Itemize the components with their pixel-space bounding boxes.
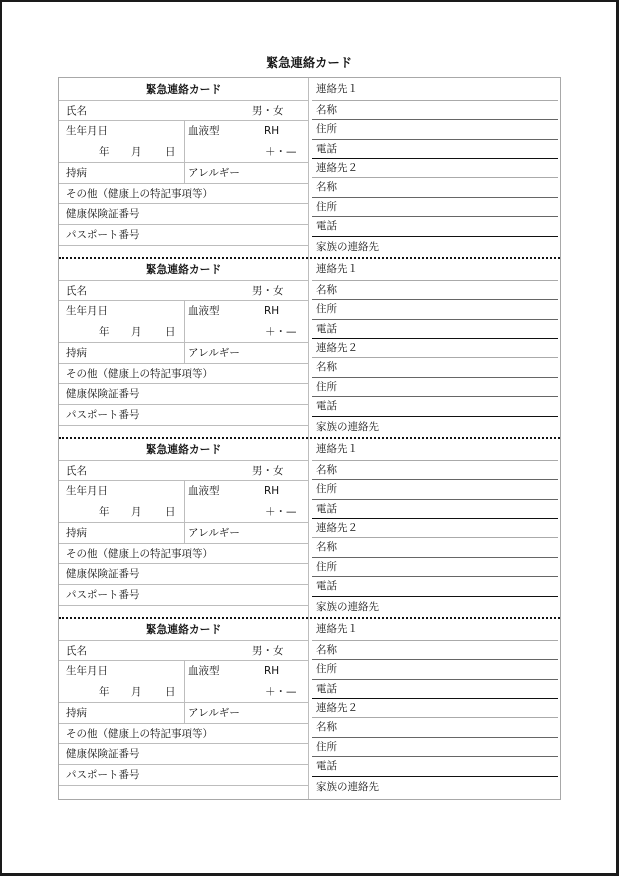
card-title: 緊急連絡カード — [59, 258, 308, 281]
rh-label: RH — [264, 305, 280, 317]
contact-2-phone-label: 電話 — [312, 757, 558, 777]
allergy-cell — [185, 523, 308, 543]
contact-1-name-label: 名称 — [312, 461, 558, 480]
contacts-panel — [312, 258, 558, 438]
blood-type-cell — [185, 301, 308, 342]
contact-1-address-label: 住所 — [312, 300, 558, 320]
family-contact-label: 家族の連絡先 — [316, 241, 379, 253]
allergy-label: アレルギー — [188, 707, 240, 719]
chronic-illness-label: 持病 — [66, 707, 87, 719]
blood-type-label: 血液型 — [188, 665, 220, 677]
contact-1-heading: 連絡先１ — [312, 438, 558, 461]
blood-type-label: 血液型 — [188, 485, 220, 497]
contact-1-heading: 連絡先１ — [312, 618, 558, 641]
chronic-illness-cell — [59, 343, 185, 363]
passport-label: パスポート番号 — [66, 769, 140, 781]
contact-1-phone-label: 電話 — [312, 320, 558, 339]
birthdate-blood-row — [59, 301, 308, 343]
emergency-card — [59, 258, 560, 438]
birthdate-cell — [59, 481, 185, 522]
personal-info-panel — [59, 258, 309, 438]
birthdate-blood-row — [59, 481, 308, 523]
family-contact-label: 家族の連絡先 — [316, 781, 379, 793]
passport-label: パスポート番号 — [66, 229, 140, 241]
chronic-allergy-row — [59, 343, 308, 364]
contacts-panel — [312, 438, 558, 618]
contact-2-name-label: 名称 — [312, 178, 558, 198]
name-row — [59, 461, 308, 481]
birthdate-day-label: 日 — [165, 686, 176, 698]
contact-2-name-label: 名称 — [312, 358, 558, 378]
contact-1-name-label: 名称 — [312, 641, 558, 660]
name-row — [59, 641, 308, 661]
health-insurance-label: 健康保険証番号 — [66, 388, 140, 400]
birthdate-cell — [59, 301, 185, 342]
contact-2-heading: 連絡先２ — [312, 519, 558, 538]
allergy-cell — [185, 343, 308, 363]
health-insurance-row — [59, 744, 308, 765]
birthdate-year-label: 年 — [99, 326, 110, 338]
contact-1-heading: 連絡先１ — [312, 258, 558, 281]
contacts-panel — [312, 78, 558, 258]
chronic-allergy-row — [59, 703, 308, 724]
blood-type-cell — [185, 661, 308, 702]
contact-2-phone-label: 電話 — [312, 217, 558, 237]
emergency-card — [59, 618, 560, 799]
chronic-illness-label: 持病 — [66, 347, 87, 359]
cards-box — [58, 77, 561, 800]
name-label: 氏名 — [66, 105, 87, 117]
rh-options: ＋・— — [265, 146, 297, 158]
family-contact-label: 家族の連絡先 — [316, 421, 379, 433]
birthdate-blood-row — [59, 661, 308, 703]
rh-label: RH — [264, 665, 280, 677]
contacts-panel — [312, 618, 558, 799]
other-notes-row — [59, 544, 308, 564]
name-label: 氏名 — [66, 465, 87, 477]
health-insurance-label: 健康保険証番号 — [66, 568, 140, 580]
rh-options: ＋・— — [265, 506, 297, 518]
birthdate-year-label: 年 — [99, 686, 110, 698]
contact-2-phone-label: 電話 — [312, 577, 558, 597]
other-notes-row — [59, 724, 308, 744]
chronic-illness-cell — [59, 523, 185, 543]
contact-1-address-label: 住所 — [312, 660, 558, 680]
contact-1-phone-label: 電話 — [312, 680, 558, 699]
card-title: 緊急連絡カード — [59, 78, 308, 101]
rh-label: RH — [264, 485, 280, 497]
contact-2-heading: 連絡先２ — [312, 699, 558, 718]
other-notes-label: その他（健康上の特記事項等） — [66, 368, 213, 380]
personal-info-panel — [59, 438, 309, 618]
birthdate-month-label: 月 — [131, 326, 142, 338]
sex-options: 男・女 — [252, 645, 284, 657]
birthdate-blood-row — [59, 121, 308, 163]
birthdate-day-label: 日 — [165, 326, 176, 338]
allergy-label: アレルギー — [188, 347, 240, 359]
other-notes-row — [59, 184, 308, 204]
rh-options: ＋・— — [265, 686, 297, 698]
contact-1-address-label: 住所 — [312, 120, 558, 140]
other-notes-label: その他（健康上の特記事項等） — [66, 548, 213, 560]
birthdate-month-label: 月 — [131, 146, 142, 158]
health-insurance-row — [59, 384, 308, 405]
page-title: 緊急連絡カード — [265, 56, 353, 70]
birthdate-label: 生年月日 — [66, 125, 108, 137]
allergy-cell — [185, 703, 308, 723]
health-insurance-row — [59, 204, 308, 225]
passport-label: パスポート番号 — [66, 589, 140, 601]
rh-label: RH — [264, 125, 280, 137]
blood-type-cell — [185, 121, 308, 162]
birthdate-year-label: 年 — [99, 506, 110, 518]
contact-2-heading: 連絡先２ — [312, 339, 558, 358]
allergy-cell — [185, 163, 308, 183]
blood-type-label: 血液型 — [188, 305, 220, 317]
family-contact-label: 家族の連絡先 — [316, 601, 379, 613]
contact-1-address-label: 住所 — [312, 480, 558, 500]
allergy-label: アレルギー — [188, 527, 240, 539]
name-label: 氏名 — [66, 285, 87, 297]
passport-row — [59, 225, 308, 246]
birthdate-cell — [59, 661, 185, 702]
contact-2-address-label: 住所 — [312, 558, 558, 577]
contact-1-phone-label: 電話 — [312, 500, 558, 519]
other-notes-row — [59, 364, 308, 384]
name-label: 氏名 — [66, 645, 87, 657]
health-insurance-label: 健康保険証番号 — [66, 208, 140, 220]
passport-row — [59, 585, 308, 606]
personal-info-panel — [59, 618, 309, 799]
emergency-card — [59, 438, 560, 618]
contact-1-phone-label: 電話 — [312, 140, 558, 159]
contact-2-address-label: 住所 — [312, 198, 558, 217]
contact-2-heading: 連絡先２ — [312, 159, 558, 178]
emergency-card — [59, 78, 560, 258]
sex-options: 男・女 — [252, 105, 284, 117]
birthdate-cell — [59, 121, 185, 162]
other-notes-label: その他（健康上の特記事項等） — [66, 188, 213, 200]
personal-info-panel — [59, 78, 309, 258]
sex-options: 男・女 — [252, 285, 284, 297]
birthdate-day-label: 日 — [165, 506, 176, 518]
chronic-illness-cell — [59, 163, 185, 183]
chronic-allergy-row — [59, 523, 308, 544]
passport-label: パスポート番号 — [66, 409, 140, 421]
name-row — [59, 281, 308, 301]
name-row — [59, 101, 308, 121]
chronic-allergy-row — [59, 163, 308, 184]
birthdate-label: 生年月日 — [66, 665, 108, 677]
health-insurance-row — [59, 564, 308, 585]
contact-2-name-label: 名称 — [312, 718, 558, 738]
card-title: 緊急連絡カード — [59, 438, 308, 461]
contact-1-name-label: 名称 — [312, 281, 558, 300]
contact-2-phone-label: 電話 — [312, 397, 558, 417]
rh-options: ＋・— — [265, 326, 297, 338]
allergy-label: アレルギー — [188, 167, 240, 179]
contact-2-name-label: 名称 — [312, 538, 558, 558]
birthdate-month-label: 月 — [131, 686, 142, 698]
birthdate-label: 生年月日 — [66, 485, 108, 497]
birthdate-month-label: 月 — [131, 506, 142, 518]
sex-options: 男・女 — [252, 465, 284, 477]
contact-1-heading: 連絡先１ — [312, 78, 558, 101]
card-title: 緊急連絡カード — [59, 618, 308, 641]
contact-2-address-label: 住所 — [312, 378, 558, 397]
blood-type-label: 血液型 — [188, 125, 220, 137]
contact-2-address-label: 住所 — [312, 738, 558, 757]
blood-type-cell — [185, 481, 308, 522]
chronic-illness-label: 持病 — [66, 167, 87, 179]
chronic-illness-cell — [59, 703, 185, 723]
chronic-illness-label: 持病 — [66, 527, 87, 539]
passport-row — [59, 765, 308, 786]
health-insurance-label: 健康保険証番号 — [66, 748, 140, 760]
other-notes-label: その他（健康上の特記事項等） — [66, 728, 213, 740]
passport-row — [59, 405, 308, 426]
birthdate-label: 生年月日 — [66, 305, 108, 317]
birthdate-day-label: 日 — [165, 146, 176, 158]
birthdate-year-label: 年 — [99, 146, 110, 158]
contact-1-name-label: 名称 — [312, 101, 558, 120]
